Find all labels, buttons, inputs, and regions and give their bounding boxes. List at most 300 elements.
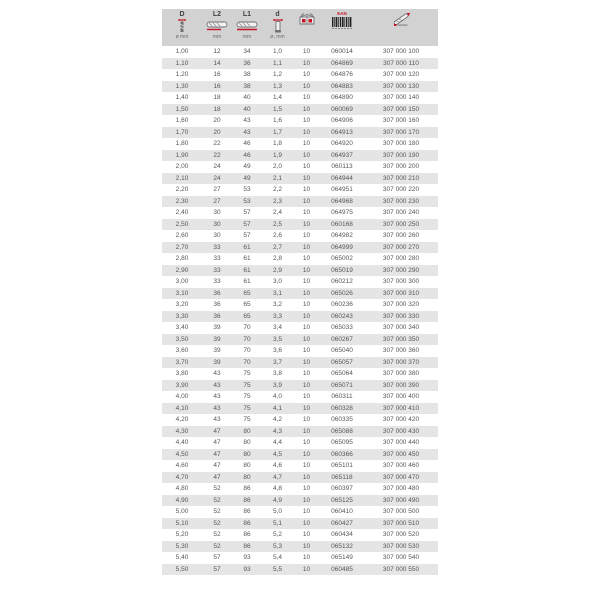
- cell-shank-diameter: 5,5: [262, 564, 293, 576]
- cell-pack-quantity: 10: [293, 46, 320, 58]
- cell-shank-diameter: 1,5: [262, 104, 293, 116]
- cell-flute-length: 52: [202, 541, 232, 553]
- cell-ean: 065002: [320, 253, 364, 265]
- cell-flute-length: 47: [202, 472, 232, 484]
- cell-article-number: 307 000 430: [364, 426, 438, 438]
- cell-article-number: 307 000 310: [364, 288, 438, 300]
- cell-article-number: 307 000 500: [364, 506, 438, 518]
- cell-ean: 060311: [320, 391, 364, 403]
- ean-digits-strip: [320, 27, 364, 30]
- cell-ean: 060212: [320, 276, 364, 288]
- cell-ean: 060267: [320, 334, 364, 346]
- cell-shank-diameter: 2,1: [262, 173, 293, 185]
- cell-article-number: 307 000 160: [364, 115, 438, 127]
- cell-flute-length: 47: [202, 449, 232, 461]
- cell-total-length: 40: [232, 92, 262, 104]
- cell-pack-quantity: 10: [293, 426, 320, 438]
- cell-diameter: 1,90: [162, 150, 202, 162]
- cell-shank-diameter: 2,8: [262, 253, 293, 265]
- cell-flute-length: 30: [202, 230, 232, 242]
- cell-flute-length: 36: [202, 288, 232, 300]
- table-row: [162, 357, 438, 369]
- cell-total-length: 46: [232, 138, 262, 150]
- cell-pack-quantity: 10: [293, 311, 320, 323]
- cell-flute-length: 33: [202, 265, 232, 277]
- cell-flute-length: 39: [202, 357, 232, 369]
- cell-shank-diameter: 5,0: [262, 506, 293, 518]
- cell-article-number: 307 000 290: [364, 265, 438, 277]
- cell-shank-diameter: 1,2: [262, 69, 293, 81]
- cell-total-length: 57: [232, 207, 262, 219]
- table-row: [162, 380, 438, 392]
- table-row: [162, 368, 438, 380]
- cell-diameter: 1,40: [162, 92, 202, 104]
- cell-ean: 060236: [320, 299, 364, 311]
- cell-diameter: 5,50: [162, 564, 202, 576]
- cell-pack-quantity: 10: [293, 265, 320, 277]
- cell-pack-quantity: 10: [293, 368, 320, 380]
- cell-shank-diameter: 4,1: [262, 403, 293, 415]
- ean-label: EAN: [337, 11, 347, 16]
- cell-pack-quantity: 10: [293, 69, 320, 81]
- cell-article-number: 307 000 550: [364, 564, 438, 576]
- cell-total-length: 53: [232, 184, 262, 196]
- cell-ean: 060168: [320, 219, 364, 231]
- cell-total-length: 70: [232, 357, 262, 369]
- cell-shank-diameter: 1,8: [262, 138, 293, 150]
- cell-flute-length: 57: [202, 564, 232, 576]
- cell-total-length: 65: [232, 311, 262, 323]
- cell-diameter: 2,70: [162, 242, 202, 254]
- cell-total-length: 65: [232, 299, 262, 311]
- cell-total-length: 40: [232, 104, 262, 116]
- cell-shank-diameter: 5,4: [262, 552, 293, 564]
- table-row: [162, 58, 438, 70]
- drill-spec-table: [162, 9, 438, 575]
- table-row: [162, 138, 438, 150]
- cell-diameter: 4,80: [162, 483, 202, 495]
- column-header-shank-diameter: [262, 9, 293, 46]
- column-label: d: [275, 11, 280, 18]
- cell-ean: 064951: [320, 184, 364, 196]
- cell-ean: 060113: [320, 161, 364, 173]
- cell-diameter: 4,40: [162, 437, 202, 449]
- cell-pack-quantity: 10: [293, 541, 320, 553]
- cell-ean: 060410: [320, 506, 364, 518]
- cell-total-length: 53: [232, 196, 262, 208]
- cell-diameter: 2,90: [162, 265, 202, 277]
- cell-ean: 065026: [320, 288, 364, 300]
- cell-pack-quantity: 10: [293, 334, 320, 346]
- cell-ean: 060427: [320, 518, 364, 530]
- cell-article-number: 307 000 440: [364, 437, 438, 449]
- cell-total-length: 75: [232, 403, 262, 415]
- cell-diameter: 5,10: [162, 518, 202, 530]
- cell-pack-quantity: 10: [293, 253, 320, 265]
- cell-article-number: 307 000 130: [364, 81, 438, 93]
- table-row: [162, 391, 438, 403]
- cell-pack-quantity: 10: [293, 127, 320, 139]
- cell-shank-diameter: 4,8: [262, 483, 293, 495]
- table-header: [162, 9, 438, 46]
- cell-diameter: 4,10: [162, 403, 202, 415]
- cell-diameter: 3,40: [162, 322, 202, 334]
- cell-pack-quantity: 10: [293, 299, 320, 311]
- cell-article-number: 307 000 100: [364, 46, 438, 58]
- cell-diameter: 3,30: [162, 311, 202, 323]
- cell-shank-diameter: 4,3: [262, 426, 293, 438]
- cell-flute-length: 24: [202, 173, 232, 185]
- cell-diameter: 1,70: [162, 127, 202, 139]
- column-unit: mm: [212, 34, 222, 40]
- cell-diameter: 3,90: [162, 380, 202, 392]
- table-row: [162, 127, 438, 139]
- cell-article-number: 307 000 210: [364, 173, 438, 185]
- table-row: [162, 414, 438, 426]
- table-row: [162, 253, 438, 265]
- cell-shank-diameter: 4,2: [262, 414, 293, 426]
- cell-shank-diameter: 4,9: [262, 495, 293, 507]
- cell-total-length: 75: [232, 380, 262, 392]
- cell-ean: 065125: [320, 495, 364, 507]
- cell-shank-diameter: 2,9: [262, 265, 293, 277]
- cell-flute-length: 39: [202, 322, 232, 334]
- cell-article-number: 307 000 370: [364, 357, 438, 369]
- cell-flute-length: 43: [202, 380, 232, 392]
- table-row: [162, 288, 438, 300]
- cell-diameter: 4,30: [162, 426, 202, 438]
- column-label: L2: [212, 11, 222, 18]
- drill-diameter-icon: [162, 18, 202, 34]
- cell-article-number: 307 000 140: [364, 92, 438, 104]
- cell-diameter: 2,00: [162, 161, 202, 173]
- cell-flute-length: 16: [202, 81, 232, 93]
- cell-diameter: 3,70: [162, 357, 202, 369]
- cell-flute-length: 22: [202, 150, 232, 162]
- cell-total-length: 80: [232, 472, 262, 484]
- cell-shank-diameter: 1,9: [262, 150, 293, 162]
- cell-shank-diameter: 5,1: [262, 518, 293, 530]
- cell-ean: 060069: [320, 104, 364, 116]
- cell-flute-length: 27: [202, 184, 232, 196]
- table-body: [162, 46, 438, 575]
- cell-shank-diameter: 4,5: [262, 449, 293, 461]
- cell-diameter: 2,80: [162, 253, 202, 265]
- cell-ean: 060014: [320, 46, 364, 58]
- ean-barcode-icon: [320, 16, 364, 27]
- cell-flute-length: 18: [202, 92, 232, 104]
- cell-pack-quantity: 10: [293, 391, 320, 403]
- cell-ean: 065118: [320, 472, 364, 484]
- cell-total-length: 65: [232, 288, 262, 300]
- cell-total-length: 57: [232, 230, 262, 242]
- cell-article-number: 307 000 420: [364, 414, 438, 426]
- cell-diameter: 1,30: [162, 81, 202, 93]
- cell-flute-length: 24: [202, 161, 232, 173]
- table-row: [162, 311, 438, 323]
- cell-flute-length: 52: [202, 518, 232, 530]
- cell-ean: 060328: [320, 403, 364, 415]
- cell-total-length: 57: [232, 219, 262, 231]
- table-row: [162, 552, 438, 564]
- cell-flute-length: 30: [202, 207, 232, 219]
- table-row: [162, 506, 438, 518]
- cell-ean: 060434: [320, 529, 364, 541]
- cell-total-length: 86: [232, 518, 262, 530]
- cell-article-number: 307 000 450: [364, 449, 438, 461]
- cell-pack-quantity: 10: [293, 138, 320, 150]
- cell-shank-diameter: 1,7: [262, 127, 293, 139]
- cell-pack-quantity: 10: [293, 184, 320, 196]
- shank-diameter-icon: [262, 18, 293, 34]
- cell-flute-length: 43: [202, 368, 232, 380]
- table-row: [162, 483, 438, 495]
- cell-total-length: 61: [232, 276, 262, 288]
- cell-flute-length: 43: [202, 391, 232, 403]
- cell-diameter: 4,00: [162, 391, 202, 403]
- cell-diameter: 1,00: [162, 46, 202, 58]
- cell-ean: 064968: [320, 196, 364, 208]
- table-row: [162, 115, 438, 127]
- cell-diameter: 2,60: [162, 230, 202, 242]
- cell-total-length: 86: [232, 506, 262, 518]
- cell-pack-quantity: 10: [293, 483, 320, 495]
- cell-total-length: 43: [232, 115, 262, 127]
- cell-article-number: 307 000 120: [364, 69, 438, 81]
- cell-total-length: 93: [232, 564, 262, 576]
- column-unit: ø₁ mm: [270, 34, 285, 40]
- cell-total-length: 70: [232, 345, 262, 357]
- cell-pack-quantity: 10: [293, 207, 320, 219]
- cell-total-length: 86: [232, 495, 262, 507]
- table-row: [162, 196, 438, 208]
- column-header-total-length: [232, 9, 262, 46]
- cell-diameter: 3,00: [162, 276, 202, 288]
- cell-diameter: 3,20: [162, 299, 202, 311]
- table-row: [162, 265, 438, 277]
- table-row: [162, 495, 438, 507]
- cell-shank-diameter: 3,9: [262, 380, 293, 392]
- package-quantity-icon: [293, 11, 320, 27]
- cell-shank-diameter: 3,2: [262, 299, 293, 311]
- cell-ean: 064890: [320, 92, 364, 104]
- column-header-diameter: [162, 9, 202, 46]
- cell-shank-diameter: 3,7: [262, 357, 293, 369]
- table-row: [162, 299, 438, 311]
- cell-shank-diameter: 2,0: [262, 161, 293, 173]
- cell-diameter: 4,90: [162, 495, 202, 507]
- cell-total-length: 70: [232, 322, 262, 334]
- cell-total-length: 80: [232, 449, 262, 461]
- cell-diameter: 5,30: [162, 541, 202, 553]
- header-row: [162, 9, 438, 46]
- cell-shank-diameter: 3,8: [262, 368, 293, 380]
- cell-flute-length: 20: [202, 115, 232, 127]
- table-row: [162, 104, 438, 116]
- cell-pack-quantity: 10: [293, 161, 320, 173]
- cell-flute-length: 22: [202, 138, 232, 150]
- cell-pack-quantity: 10: [293, 242, 320, 254]
- cell-diameter: 2,10: [162, 173, 202, 185]
- cell-total-length: 75: [232, 368, 262, 380]
- table-row: [162, 161, 438, 173]
- cell-total-length: 75: [232, 414, 262, 426]
- cell-article-number: 307 000 400: [364, 391, 438, 403]
- table-row: [162, 449, 438, 461]
- cell-total-length: 80: [232, 426, 262, 438]
- cell-ean: 064975: [320, 207, 364, 219]
- table-row: [162, 460, 438, 472]
- cell-flute-length: 43: [202, 403, 232, 415]
- cell-article-number: 307 000 280: [364, 253, 438, 265]
- cell-total-length: 43: [232, 127, 262, 139]
- cell-article-number: 307 000 180: [364, 138, 438, 150]
- cell-article-number: 307 000 170: [364, 127, 438, 139]
- cell-ean: 065132: [320, 541, 364, 553]
- cell-shank-diameter: 2,7: [262, 242, 293, 254]
- cell-pack-quantity: 10: [293, 414, 320, 426]
- table-row: [162, 207, 438, 219]
- cell-total-length: 49: [232, 161, 262, 173]
- column-unit: ø mm: [175, 34, 189, 40]
- cell-flute-length: 47: [202, 437, 232, 449]
- cell-article-number: 307 000 320: [364, 299, 438, 311]
- cell-article-number: 307 000 350: [364, 334, 438, 346]
- cell-diameter: 1,80: [162, 138, 202, 150]
- table-row: [162, 437, 438, 449]
- cell-pack-quantity: 10: [293, 449, 320, 461]
- cell-article-number: 307 000 470: [364, 472, 438, 484]
- cell-pack-quantity: 10: [293, 276, 320, 288]
- cell-diameter: 2,50: [162, 219, 202, 231]
- cell-pack-quantity: 10: [293, 552, 320, 564]
- table-row: [162, 230, 438, 242]
- cell-total-length: 38: [232, 69, 262, 81]
- total-length-icon: [232, 18, 262, 34]
- cell-pack-quantity: 10: [293, 357, 320, 369]
- column-header-pack-quantity: [293, 9, 320, 46]
- cell-pack-quantity: 10: [293, 437, 320, 449]
- cell-flute-length: 33: [202, 253, 232, 265]
- table-row: [162, 426, 438, 438]
- table-row: [162, 322, 438, 334]
- cell-article-number: 307 000 410: [364, 403, 438, 415]
- cell-article-number: 307 000 460: [364, 460, 438, 472]
- cell-total-length: 75: [232, 391, 262, 403]
- flute-length-icon: [202, 18, 232, 34]
- cell-article-number: 307 000 530: [364, 541, 438, 553]
- cell-total-length: 80: [232, 460, 262, 472]
- column-label: D: [179, 11, 185, 18]
- cell-ean: 065088: [320, 426, 364, 438]
- cell-diameter: 5,20: [162, 529, 202, 541]
- cell-diameter: 4,20: [162, 414, 202, 426]
- column-unit: mm: [242, 34, 252, 40]
- cell-shank-diameter: 2,5: [262, 219, 293, 231]
- cell-shank-diameter: 2,4: [262, 207, 293, 219]
- cell-article-number: 307 000 250: [364, 219, 438, 231]
- cell-article-number: 307 000 110: [364, 58, 438, 70]
- cell-pack-quantity: 10: [293, 403, 320, 415]
- cell-ean: 064920: [320, 138, 364, 150]
- cell-diameter: 2,30: [162, 196, 202, 208]
- cell-article-number: 307 000 260: [364, 230, 438, 242]
- cell-shank-diameter: 3,3: [262, 311, 293, 323]
- cell-pack-quantity: 10: [293, 460, 320, 472]
- cell-flute-length: 14: [202, 58, 232, 70]
- cell-pack-quantity: 10: [293, 81, 320, 93]
- cell-flute-length: 52: [202, 495, 232, 507]
- cell-shank-diameter: 1,3: [262, 81, 293, 93]
- cell-article-number: 307 000 190: [364, 150, 438, 162]
- cell-flute-length: 52: [202, 483, 232, 495]
- cell-ean: 060335: [320, 414, 364, 426]
- cell-flute-length: 47: [202, 426, 232, 438]
- cell-article-number: 307 000 390: [364, 380, 438, 392]
- cell-diameter: 2,40: [162, 207, 202, 219]
- cell-ean: 065019: [320, 265, 364, 277]
- cell-diameter: 1,20: [162, 69, 202, 81]
- cell-total-length: 61: [232, 253, 262, 265]
- cell-shank-diameter: 1,0: [262, 46, 293, 58]
- cell-total-length: 86: [232, 529, 262, 541]
- cell-ean: 064876: [320, 69, 364, 81]
- table-row: [162, 541, 438, 553]
- column-header-article-number: [364, 9, 438, 46]
- cell-ean: 064937: [320, 150, 364, 162]
- cell-shank-diameter: 3,1: [262, 288, 293, 300]
- cell-diameter: 1,60: [162, 115, 202, 127]
- cell-shank-diameter: 1,4: [262, 92, 293, 104]
- cell-flute-length: 52: [202, 506, 232, 518]
- cell-flute-length: 39: [202, 345, 232, 357]
- cell-shank-diameter: 3,0: [262, 276, 293, 288]
- cell-shank-diameter: 4,0: [262, 391, 293, 403]
- cell-pack-quantity: 10: [293, 322, 320, 334]
- cell-ean: 064883: [320, 81, 364, 93]
- cell-ean: 064906: [320, 115, 364, 127]
- cell-ean: 065040: [320, 345, 364, 357]
- cell-article-number: 307 000 240: [364, 207, 438, 219]
- cell-article-number: 307 000 520: [364, 529, 438, 541]
- cell-diameter: 4,50: [162, 449, 202, 461]
- table-row: [162, 69, 438, 81]
- table-row: [162, 403, 438, 415]
- cell-diameter: 4,60: [162, 460, 202, 472]
- table-row: [162, 242, 438, 254]
- cell-article-number: 307 000 230: [364, 196, 438, 208]
- cell-diameter: 5,40: [162, 552, 202, 564]
- cell-article-number: 307 000 220: [364, 184, 438, 196]
- table-row: [162, 529, 438, 541]
- cell-ean: 064999: [320, 242, 364, 254]
- cell-ean: 064913: [320, 127, 364, 139]
- cell-total-length: 38: [232, 81, 262, 93]
- cell-flute-length: 39: [202, 334, 232, 346]
- cell-diameter: 3,80: [162, 368, 202, 380]
- table-row: [162, 173, 438, 185]
- cell-pack-quantity: 10: [293, 345, 320, 357]
- cell-total-length: 34: [232, 46, 262, 58]
- table-row: [162, 334, 438, 346]
- cell-ean: 060243: [320, 311, 364, 323]
- cell-diameter: 2,20: [162, 184, 202, 196]
- cell-shank-diameter: 3,4: [262, 322, 293, 334]
- cell-article-number: 307 000 330: [364, 311, 438, 323]
- cell-flute-length: 43: [202, 414, 232, 426]
- cell-shank-diameter: 3,5: [262, 334, 293, 346]
- cell-ean: 060366: [320, 449, 364, 461]
